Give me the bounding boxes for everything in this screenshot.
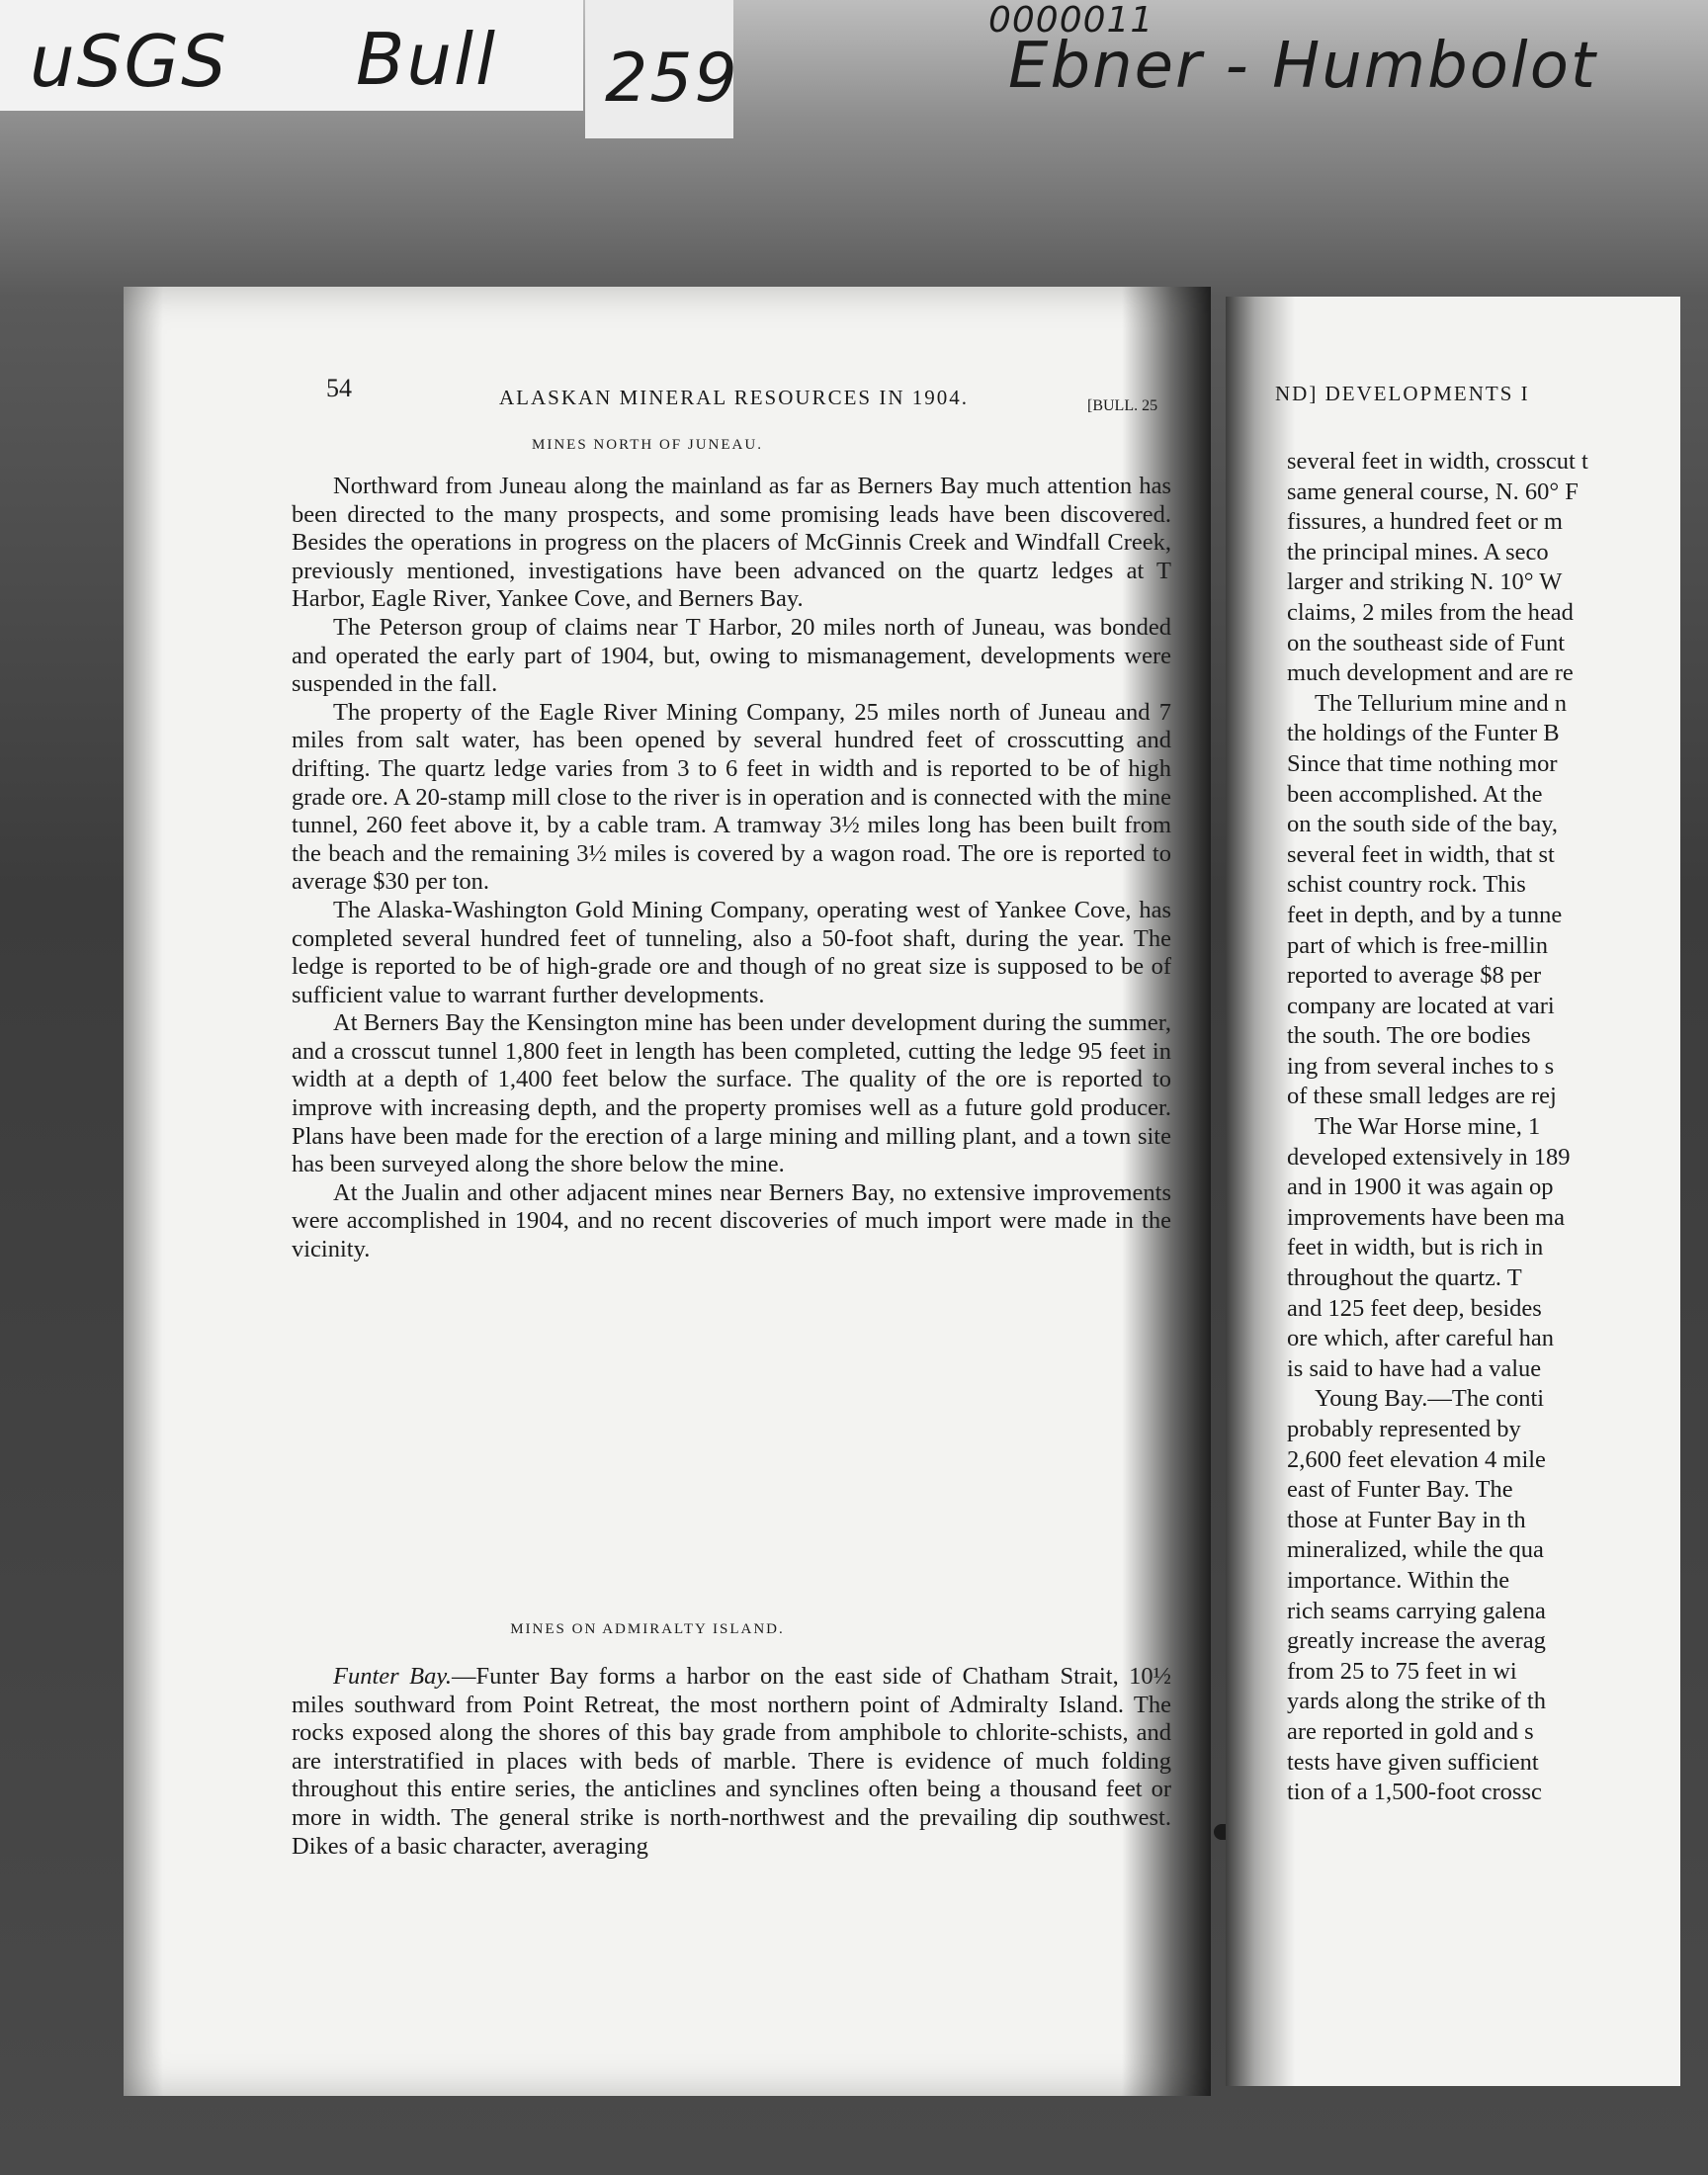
- paragraph: At the Jualin and other adjacent mines near Berners Bay, no extensive improvements were accomplished in 1904, and no recent discoveries of much import were made in the vicinity.: [292, 1178, 1171, 1263]
- text-line: the holdings of the Funter B: [1287, 720, 1560, 747]
- text-line: the principal mines. A seco: [1287, 538, 1549, 566]
- text-line: on the south side of the bay,: [1287, 811, 1558, 838]
- handwritten-name: Ebner - Humbolot: [1008, 30, 1597, 103]
- text-line: company are located at vari: [1287, 992, 1555, 1019]
- section-body-admiralty: [292, 1663, 1171, 1861]
- text-line: larger and striking N. 10° W: [1287, 568, 1563, 596]
- text-line: Young Bay.—The conti: [1315, 1385, 1545, 1413]
- text-line: yards along the strike of th: [1287, 1688, 1546, 1715]
- running-title: ALASKAN MINERAL RESOURCES IN 1904.: [499, 386, 969, 409]
- paragraph: The property of the Eagle River Mining Company, 25 miles north of Juneau and 7 miles from salt water, has been opened by several hundred feet of crosscutting and drifting. The quartz ledge varies from 3 to 6 feet in width and is reported to be of high grade ore. A 20-stamp mill close to the river is in operation and is connected with the mine tunnel, 260 feet above it, by a cable tram. A tramway 3½ miles long has been built from the beach and the remaining 3½ miles is covered by a wagon road. The ore is reported to average $30 per ton.: [292, 698, 1171, 896]
- paragraph-text: —Funter Bay forms a harbor on the east side of Chatham Strait, 10½ miles southward from Point Retreat, the most northern point of Admiralty Island. The rocks exposed along the shores of this bay grade from amphibole to chlorite-schists, and are interstratified in places with beds of marble. There is evidence of much folding throughout this entire series, the anticlines and synclines often being a thousand feet or more in width. The general strike is north-northwest and the prevailing dip southwest. Dikes of a basic character, averaging: [292, 1663, 1171, 1860]
- text-line: those at Funter Bay in th: [1287, 1506, 1526, 1533]
- paragraph: Northward from Juneau along the mainland as far as Berners Bay much attention has been directed to the many prospects, and some promising leads have been discovered. Besides the operations in progress on the placers of McGinnis Creek and Windfall Creek, previously mentioned, investigations have been advanced on the quartz ledges at T Harbor, Eagle River, Yankee Cove, and Berners Bay.: [292, 473, 1171, 613]
- text-line: are reported in gold and s: [1287, 1717, 1534, 1745]
- text-line: several feet in width, crosscut t: [1287, 448, 1588, 475]
- running-head: ND] DEVELOPMENTS I: [1275, 382, 1530, 405]
- paragraph: The Alaska-Washington Gold Mining Company, operating west of Yankee Cove, has completed several hundred feet of tunneling, also a 50-foot shaft, during the year. The ledge is reported to be of high-grade ore and though of no great size is supposed to be of sufficient value to warrant further developments.: [292, 896, 1171, 1008]
- text-line: much development and are re: [1287, 659, 1574, 687]
- text-line: developed extensively in 189: [1287, 1143, 1571, 1171]
- text-line: rich seams carrying galena: [1287, 1597, 1546, 1624]
- handwritten-bulletin-label: Bull: [356, 18, 498, 101]
- text-line: importance. Within the: [1287, 1566, 1510, 1594]
- left-page: [124, 287, 1211, 2096]
- bulletin-tag: [BULL. 25: [1087, 397, 1158, 414]
- text-line: and 125 feet deep, besides: [1287, 1294, 1542, 1322]
- text-line: schist country rock. This: [1287, 871, 1526, 899]
- text-line: from 25 to 75 feet in wi: [1287, 1657, 1517, 1685]
- text-line: greatly increase the averag: [1287, 1627, 1546, 1655]
- text-line: throughout the quartz. T: [1287, 1264, 1522, 1292]
- paragraph-lead: Funter Bay.: [333, 1663, 452, 1690]
- section-heading-north-juneau: [272, 437, 1023, 454]
- text-line: east of Funter Bay. The: [1287, 1476, 1513, 1504]
- text-line: Since that time nothing mor: [1287, 749, 1558, 777]
- right-page-text: [1287, 447, 1680, 1808]
- text-line: of these small ledges are rej: [1287, 1083, 1557, 1110]
- handwritten-source: uSGS: [30, 20, 228, 103]
- text-line: is said to have had a value: [1287, 1354, 1542, 1382]
- text-line: fissures, a hundred feet or m: [1287, 508, 1563, 536]
- page-number: 54: [326, 374, 352, 402]
- section-heading-text: MINES NORTH OF JUNEAU.: [532, 437, 763, 453]
- section-heading-admiralty: [272, 1621, 1023, 1638]
- text-line: mineralized, while the qua: [1287, 1536, 1544, 1564]
- text-line: reported to average $8 per: [1287, 962, 1542, 990]
- text-line: feet in width, but is rich in: [1287, 1234, 1544, 1262]
- text-line: tests have given sufficient: [1287, 1748, 1539, 1776]
- handwritten-code: 0000011: [988, 0, 1154, 41]
- text-line: on the southeast side of Funt: [1287, 629, 1566, 656]
- text-line: feet in depth, and by a tunne: [1287, 901, 1563, 928]
- right-page: [1226, 297, 1680, 2086]
- text-line: been accomplished. At the: [1287, 780, 1543, 808]
- text-line: improvements have been ma: [1287, 1203, 1565, 1231]
- text-line: claims, 2 miles from the head: [1287, 598, 1574, 626]
- section-heading-text: MINES ON ADMIRALTY ISLAND.: [510, 1621, 785, 1637]
- text-line: The War Horse mine, 1: [1315, 1113, 1541, 1141]
- text-line: 2,600 feet elevation 4 mile: [1287, 1445, 1546, 1473]
- text-line: tion of a 1,500-foot crossc: [1287, 1779, 1542, 1806]
- section-body-north-juneau: [292, 473, 1171, 1264]
- text-line: several feet in width, that st: [1287, 840, 1555, 868]
- text-line: same general course, N. 60° F: [1287, 478, 1579, 505]
- text-line: and in 1900 it was again op: [1287, 1174, 1554, 1201]
- paragraph: The Peterson group of claims near T Harbor, 20 miles north of Juneau, was bonded and operated the early part of 1904, but, owing to mismanagement, developments were suspended in the fall.: [292, 613, 1171, 698]
- text-line: the south. The ore bodies: [1287, 1022, 1531, 1050]
- handwritten-bulletin-number: 259: [605, 40, 739, 118]
- text-line: ore which, after careful han: [1287, 1325, 1555, 1352]
- text-line: part of which is free-millin: [1287, 931, 1548, 959]
- paragraph: [292, 1663, 1171, 1861]
- text-line: The Tellurium mine and n: [1315, 689, 1568, 717]
- paragraph: At Berners Bay the Kensington mine has been under development during the summer, and a crosscut tunnel 1,800 feet in length has been completed, cutting the ledge 95 feet in width at a depth of 1,400 feet below the surface. The quality of the ore is reported to improve with increasing depth, and the property promises well as a future gold producer. Plans have been made for the erection of a large mining and milling plant, and a town site has been surveyed along the shore below the mine.: [292, 1009, 1171, 1178]
- text-line: ing from several inches to s: [1287, 1052, 1555, 1080]
- text-line: probably represented by: [1287, 1416, 1521, 1442]
